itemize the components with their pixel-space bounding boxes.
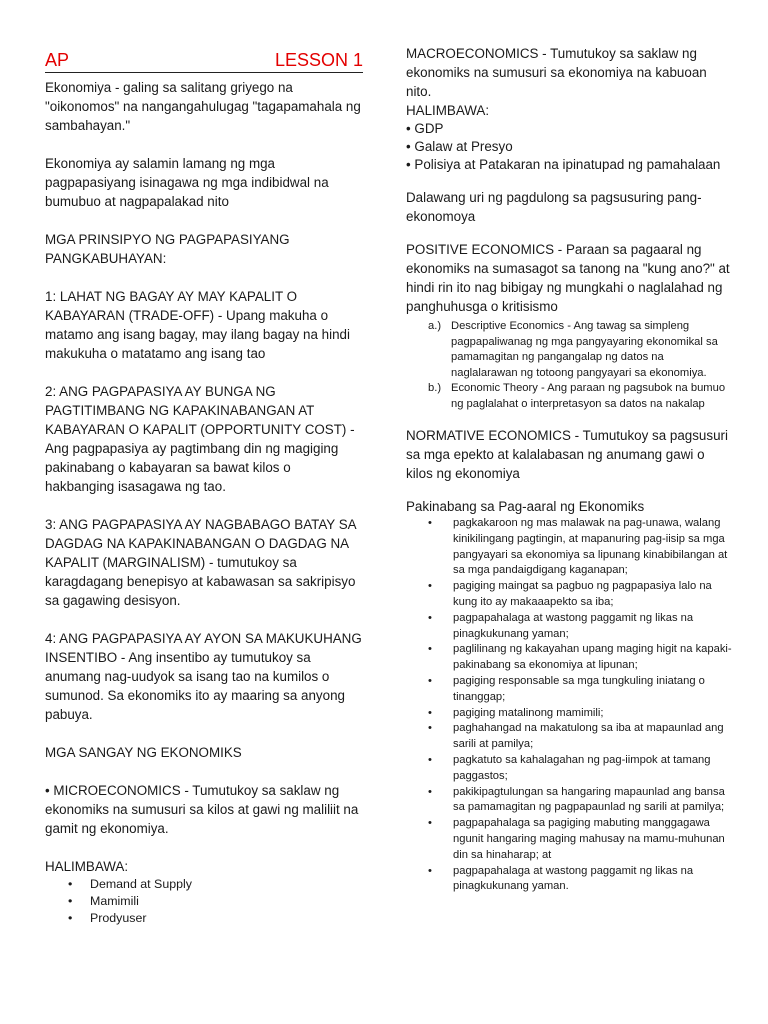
subject-label: AP — [45, 50, 70, 70]
list-item: • Demand at Supply — [45, 876, 363, 893]
list-item: • pagkatuto sa kahalagahan ng pag-iimpok at tamang paggastos; — [406, 753, 732, 785]
list-marker: b.) — [428, 382, 442, 394]
sangay-heading: MGA SANGAY NG EKONOMIKS — [45, 745, 242, 760]
list-item — [406, 319, 732, 381]
list-item: • pagpapahalaga at wastong paggamit ng likas na pinagkukunang yaman; — [406, 611, 732, 643]
pakinabang-list — [406, 516, 732, 895]
list-marker: a.) — [428, 320, 442, 332]
prinsipyo-1: 1: LAHAT NG BAGAY AY MAY KAPALIT O KABAYARAN (TRADE-OFF) - Upang makuha o matamo ang isang bagay, may ilang bagay na hindi makukuha o matatamo ang isang tao — [45, 289, 350, 361]
dalawang-uri-heading: Dalawang uri ng pagdulong sa pagsusuring pang-ekonomoya — [406, 190, 702, 224]
list-item: • pakikipagtulungan sa hangaring mapaunlad ang bansa sa pamamagitan ng pagpapaunlad ng sarili at pamilya; — [406, 785, 732, 817]
positive-economics-list — [406, 319, 732, 412]
list-item: • pagiging responsable sa mga tungkuling iniatang o tinanggap; — [406, 674, 732, 706]
ekonomiya-definition: Ekonomiya - galing sa salitang griyego na "oikonomos" na nangangahulugag "tagapamahala ng sambahayan." — [45, 80, 361, 133]
list-item: • Prodyuser — [45, 910, 363, 927]
list-item-text: Economic Theory - Ang paraan ng pagsubok na bumuo ng paglalahat o interpretasyon sa datos na nakalap — [451, 382, 726, 410]
macro-example-item: • Galaw at Presyo — [406, 139, 513, 154]
prinsipyo-4: 4: ANG PAGPAPASIYA AY AYON SA MAKUKUHANG INSENTIBO - Ang insentibo ay tumutukoy sa anumang nag-uudyok sa isang tao na kumilos o sumunod. Sa ekonomiks ito ay maaring sa anyong pabuya. — [45, 631, 362, 722]
list-item: • pagpapahalaga at wastong paggamit ng likas na pinagkukunang yaman. — [406, 864, 732, 896]
lesson-header — [45, 44, 363, 73]
lesson-label: LESSON 1 — [274, 50, 363, 70]
prinsipyo-3: 3: ANG PAGPAPASIYA AY NAGBABAGO BATAY SA DAGDAG NA KAPAKINABANGAN O DAGDAG NA KAPALIT (MARGINALISM) - tumutukoy sa karagdagang benepisyo at kabawasan sa sakripisyo sa gagawing desisyon. — [45, 517, 356, 608]
macro-example-item: • GDP — [406, 121, 444, 136]
microeconomics-definition: • MICROECONOMICS - Tumutukoy sa saklaw ng ekonomiks na sumusuri sa kilos at gawi ng maliliit na gamit ng ekonomiya. — [45, 783, 359, 836]
prinsipyo-heading: MGA PRINSIPYO NG PAGPAPASIYANG PANGKABUHAYAN: — [45, 232, 290, 266]
list-item — [406, 381, 732, 412]
list-item: • pagiging matalinong mamimili; — [406, 706, 732, 722]
micro-examples-list — [45, 876, 363, 927]
pakinabang-heading: Pakinabang sa Pag-aaral ng Ekonomiks — [406, 499, 645, 514]
left-column — [45, 44, 363, 927]
list-item: • pagkakaroon ng mas malawak na pag-unawa, walang kinikilingang pagtingin, at mapanuring pag-iisip sa mga pangyayari sa ekonomiya sa lipunang kinabibilangan at sa mga pandaigdigang kaganapan; — [406, 516, 732, 579]
right-column — [406, 44, 732, 895]
list-item: • paghahangad na makatulong sa iba at mapaunlad ang sarili at pamilya; — [406, 721, 732, 753]
list-item: • pagpapahalaga sa pagiging mabuting manggagawa ngunit hangaring maging mahusay na mamu-muhunan din sa hinaharap; at — [406, 816, 732, 863]
macro-halimbawa-label: HALIMBAWA: — [406, 103, 490, 118]
ekonomiya-description: Ekonomiya ay salamin lamang ng mga pagpapasiyang isinagawa ng mga indibidwal na bumubuo at nagpapalakad nito — [45, 156, 329, 209]
normative-economics-definition: NORMATIVE ECONOMICS - Tumutukoy sa pagsusuri sa mga epekto at kalalabasan ng anumang gawi o kilos ng ekonomiya — [406, 428, 728, 481]
positive-economics-definition: POSITIVE ECONOMICS - Paraan sa pagaaral ng ekonomiks na sumasagot sa tanong na "kung ano?" at hindi rin ito nag bibigay ng mungkahi o naglalahad ng panghuhusga o kritisismo — [406, 242, 730, 314]
list-item: • paglilinang ng kakayahan upang maging higit na kapaki-pakinabang sa ekonomiya at lipunan; — [406, 642, 732, 674]
micro-halimbawa-label: HALIMBAWA: — [45, 859, 129, 874]
list-item-text: Descriptive Economics - Ang tawag sa simpleng pagpapaliwanag ng mga pangyayaring ekonomikal sa pamamagitan ng pangangalap ng datos na naglalarawan ng totoong pangyayari sa ekonomiya. — [451, 320, 718, 379]
macro-example-item: • Polisiya at Patakaran na ipinatupad ng pamahalaan — [406, 157, 721, 172]
macroeconomics-definition: MACROECONOMICS - Tumutukoy sa saklaw ng ekonomiks na sumusuri sa ekonomiya na kabuoan nito. — [406, 46, 707, 99]
prinsipyo-2: 2: ANG PAGPAPASIYA AY BUNGA NG PAGTITIMBANG NG KAPAKINABANGAN AT KABAYARAN O KAPALIT (OPPORTUNITY COST) - Ang pagpapasiya ay pagtimbang din ng magiging pakinabang o kabayaran sa bawat kilos o hakbanging isasagawa ng tao. — [45, 384, 355, 494]
list-item: • Mamimili — [45, 893, 363, 910]
list-item: • pagiging maingat sa pagbuo ng pagpapasiya lalo na kung ito ay makaaapekto sa iba; — [406, 579, 732, 611]
